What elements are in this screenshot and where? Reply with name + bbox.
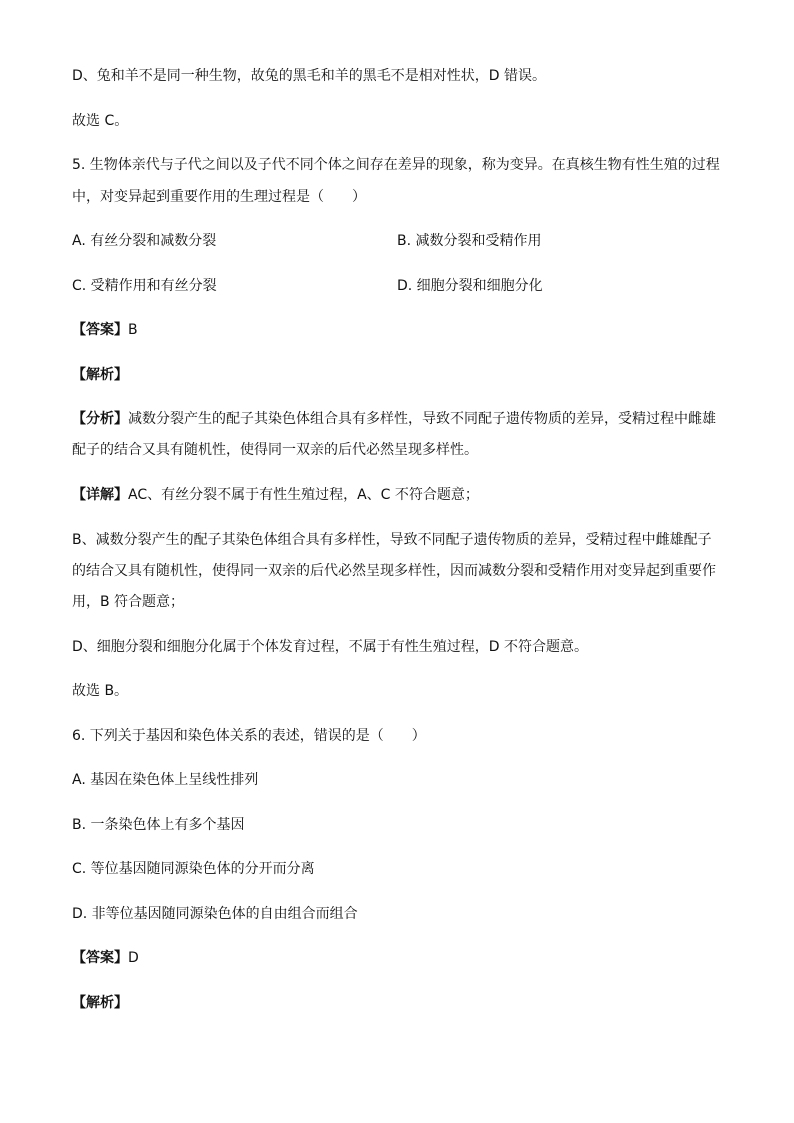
q5-stem-line2: 中，对变异起到重要作用的生理过程是（ ） xyxy=(72,189,366,205)
q5-xiangjie-b-line2: 的结合又具有随机性，使得同一双亲的后代必然呈现多样性，因而减数分裂和受精作用对变异起到重要作 xyxy=(72,563,716,579)
q6-option-d: D. 非等位基因随同源染色体的自由组合而组合 xyxy=(72,906,358,922)
fenxi-tag: 【分析】 xyxy=(72,411,128,427)
q5-stem-line1: 5. 生物体亲代与子代之间以及子代不同个体之间存在差异的现象，称为变异。在真核生物有性生殖的过程 xyxy=(72,157,720,173)
q6-option-b: B. 一条染色体上有多个基因 xyxy=(72,817,245,833)
q5-xiangjie-b-line3: 用，B 符合题意； xyxy=(72,594,185,610)
answer-tag: 【答案】 xyxy=(72,322,128,338)
q5-option-a: A. 有丝分裂和减数分裂 xyxy=(72,233,217,249)
q6-analysis-tag: 【解析】 xyxy=(72,995,128,1011)
q6-option-c: C. 等位基因随同源染色体的分开而分离 xyxy=(72,861,315,877)
q5-option-c: C. 受精作用和有丝分裂 xyxy=(72,278,217,294)
xiangjie-ac-text: AC、有丝分裂不属于有性生殖过程，A、C 不符合题意； xyxy=(128,487,479,503)
answer-value: D xyxy=(128,950,139,966)
fenxi-text: 减数分裂产生的配子其染色体组合具有多样性，导致不同配子遗传物质的差异，受精过程中雌雄 xyxy=(128,411,716,427)
q5-fenxi-line2: 配子的结合又具有随机性，使得同一双亲的后代必然呈现多样性。 xyxy=(72,442,478,458)
answer-value: B xyxy=(128,322,138,338)
q4-option-d-explanation: D、兔和羊不是同一种生物，故兔的黑毛和羊的黑毛不是相对性状，D 错误。 xyxy=(72,68,547,84)
q5-xiangjie-b-line1: B、减数分裂产生的配子其染色体组合具有多样性，导致不同配子遗传物质的差异，受精过程中雌雄配子 xyxy=(72,532,712,548)
q6-stem: 6. 下列关于基因和染色体关系的表述，错误的是（ ） xyxy=(72,728,426,744)
q5-option-b: B. 减数分裂和受精作用 xyxy=(397,233,542,249)
answer-tag: 【答案】 xyxy=(72,950,128,966)
q5-xiangjie-d: D、细胞分裂和细胞分化属于个体发育过程，不属于有性生殖过程，D 不符合题意。 xyxy=(72,639,589,655)
q5-xiangjie-ac xyxy=(72,484,479,506)
q6-answer xyxy=(72,947,139,969)
q5-option-d: D. 细胞分裂和细胞分化 xyxy=(397,278,543,294)
q5-answer xyxy=(72,319,138,341)
q4-conclusion: 故选 C。 xyxy=(72,113,129,129)
q5-conclusion: 故选 B。 xyxy=(72,683,129,699)
q5-analysis-tag: 【解析】 xyxy=(72,367,128,383)
q5-fenxi-line1 xyxy=(72,408,716,430)
q6-option-a: A. 基因在染色体上呈线性排列 xyxy=(72,772,259,788)
xiangjie-tag: 【详解】 xyxy=(72,487,128,503)
